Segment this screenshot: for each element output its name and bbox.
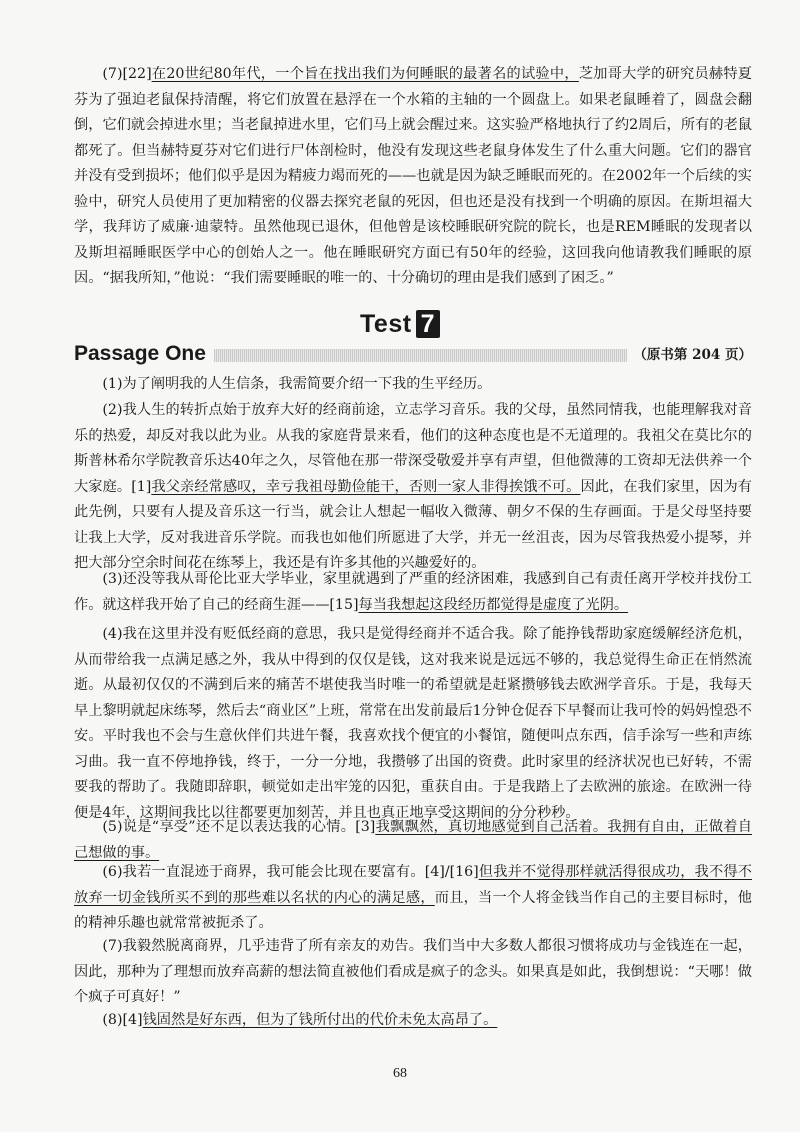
paragraph-text: (7)我毅然脱离商界，几乎违背了所有亲友的劝告。我们当中大多数人都很习惯将成功与金钱连在一起，因此，那种为了理想而放弃高薪的想法简直被他们看成是疯子的念头。如果真是如此，我倒想说：“天哪！做个疯子可真好！”: [74, 938, 752, 1005]
paragraph-7: [74, 934, 752, 1011]
paragraph-number: (7): [102, 66, 123, 82]
underlined-answer: 钱固然是好东西，但为了钱所付出的代价未免太高昂了。: [142, 1012, 498, 1028]
underlined-answer: 在20世纪80年代，一个旨在找出我们为何睡眠的最著名的试验中，: [151, 66, 579, 82]
underlined-answer: 我飘飘然，真切地感觉到自己活着。我拥有自由，正做着自己想做的事。: [74, 819, 752, 861]
paragraph-number: (8): [102, 1012, 123, 1028]
paragraph-2: [74, 398, 752, 577]
paragraph-6: [74, 860, 752, 937]
paragraph-text: 而且，当一个人将金钱当作自己的主要目标时，他的精神乐趣也就常常被扼杀了。: [74, 889, 752, 931]
paragraph-1: [74, 372, 752, 398]
paragraph-text: (6)我若一直混迹于商界，我可能会比现在要富有。: [102, 864, 425, 880]
passage-page-reference: （原书第 204 页）: [627, 344, 752, 366]
paragraph-text: (2)我人生的转折点始于放弃大好的经商前途，立志学习音乐。我的父母，虽然同情我，也能理解我对音乐的热爱，却反对我以此为业。从我的家庭背景来看，他们的这种态度也是不无道理的。我祖父在莫比尔的斯普林希尔学院教音乐达40年之久，尽管他在那一带深受敬爱并享有声望，但他微薄的工资却无法供养一个大家庭。: [74, 402, 752, 495]
passage-title: Passage One: [74, 342, 214, 366]
question-marker: [4]: [122, 1012, 143, 1028]
paragraph-3: [74, 567, 752, 618]
passage-header: [74, 344, 752, 366]
paragraph-5: [74, 815, 752, 866]
paragraph-4: [74, 622, 752, 826]
paragraph-text: (1)为了阐明我的人生信条，我需简要介绍一下我的生平经历。: [102, 376, 492, 392]
paragraph-text: (4)我在这里并没有贬低经商的意思，我只是觉得经商并不适合我。除了能挣钱帮助家庭缓解经济危机，从而带给我一点满足感之外，我从中得到的仅仅是钱，这对我来说是远远不够的，我总觉得生命正在悄然流逝。从最初仅仅的不满到后来的痛苦不堪使我当时唯一的希望就是赶紧攒够钱去欧洲学音乐。于是，我每天早上黎明就起床练琴，然后去“商业区”上班，常常在出发前最后1分钟仓促吞下早餐而让我可怜的妈妈惶恐不安。平时我也不会与生意伙伴们共进午餐，我喜欢找个便宜的小餐馆，随便叫点东西，信手涂写一些和声练习曲。我一直不停地挣钱，终于，一分一分地，我攒够了出国的资费。此时家里的经济状况也已好转，不需要我的帮助了。我随即辞职，顿觉如走出牢笼的囚犯，重获自由。于是我踏上了去欧洲的旅途。在欧洲一待便是4年，这期间我比以往都要更加刻苦，并且也真正地享受这期间的分分秒秒。: [74, 626, 752, 821]
question-marker: [3]: [355, 819, 376, 835]
previous-passage-paragraph-7: [74, 62, 752, 292]
paragraph-text: 芝加哥大学的研究员赫特夏芬为了强迫老鼠保持清醒，将它们放置在悬浮在一个水箱的主轴的一个圆盘上。如果老鼠睡着了，圆盘会翻倒，它们就会掉进水里；当老鼠掉进水里，它们马上就会醒过来。这实验严格地执行了约2周后，所有的老鼠都死了。但当赫特夏芬对它们进行尸体剖检时，他没有发现这些老鼠身体发生了什么重大问题。它们的器官并没有受到损坏；他们似乎是因为精疲力竭而死的——也就是因为缺乏睡眠而死的。在2002年一个后续的实验中，研究人员使用了更加精密的仪器去探究老鼠的死因，但也还是没有找到一个明确的原因。在斯坦福大学，我拜访了威廉·迪蒙特。虽然他现已退休，但他曾是该校睡眠研究院的院长，也是REM睡眠的发现者以及斯坦福睡眠医学中心的创始人之一。他在睡眠研究方面已有50年的经验，这回我向他请教我们睡眠的原因。“据我所知，”他说：“我们需要睡眠的唯一的、十分确切的理由是我们感到了困乏。”: [74, 66, 752, 286]
underlined-answer: 每当我想起这段经历都觉得是虚度了光阴。: [358, 596, 629, 613]
question-marker: [15]: [329, 596, 359, 613]
underlined-answer: 我父亲经常感叹，幸亏我祖母勤俭能干，否则一家人非得挨饿不可。: [151, 478, 581, 495]
question-marker: [4]/[16]: [424, 864, 479, 880]
paragraph-text: (5)说是“享受”还不足以表达我的心情。: [102, 819, 356, 835]
test-label: Test: [360, 310, 412, 338]
test-number-badge: 7: [416, 310, 440, 338]
paragraph-text: (3)还没等我从哥伦比亚大学毕业，家里就遇到了严重的经济困难，我感到自己有责任离开学校并找份工作。就这样我开始了自己的经商生涯——: [74, 571, 752, 613]
underlined-answer: 但我并不觉得那样就活得很成功，我不得不放弃一切金钱所买不到的那些难以名状的内心的满足感，: [74, 864, 752, 906]
test-heading: [0, 310, 800, 339]
question-marker: [1]: [131, 478, 152, 495]
paragraph-text: 因此，在我们家里，因为有此先例，只要有人提及音乐这一行当，就会让人想起一幅收入微薄、朝夕不保的生存画面。于是父母坚持要让我上大学，反对我进音乐学院。而我也如他们所愿进了大学，并无一丝沮丧，因为尽管我热爱小提琴，并把大部分空余时间花在练琴上，我还是有许多其他的兴趣爱好的。: [74, 478, 752, 571]
question-marker: [22]: [122, 66, 152, 82]
paragraph-8: [74, 1008, 752, 1034]
page-number: 68: [393, 1066, 407, 1081]
